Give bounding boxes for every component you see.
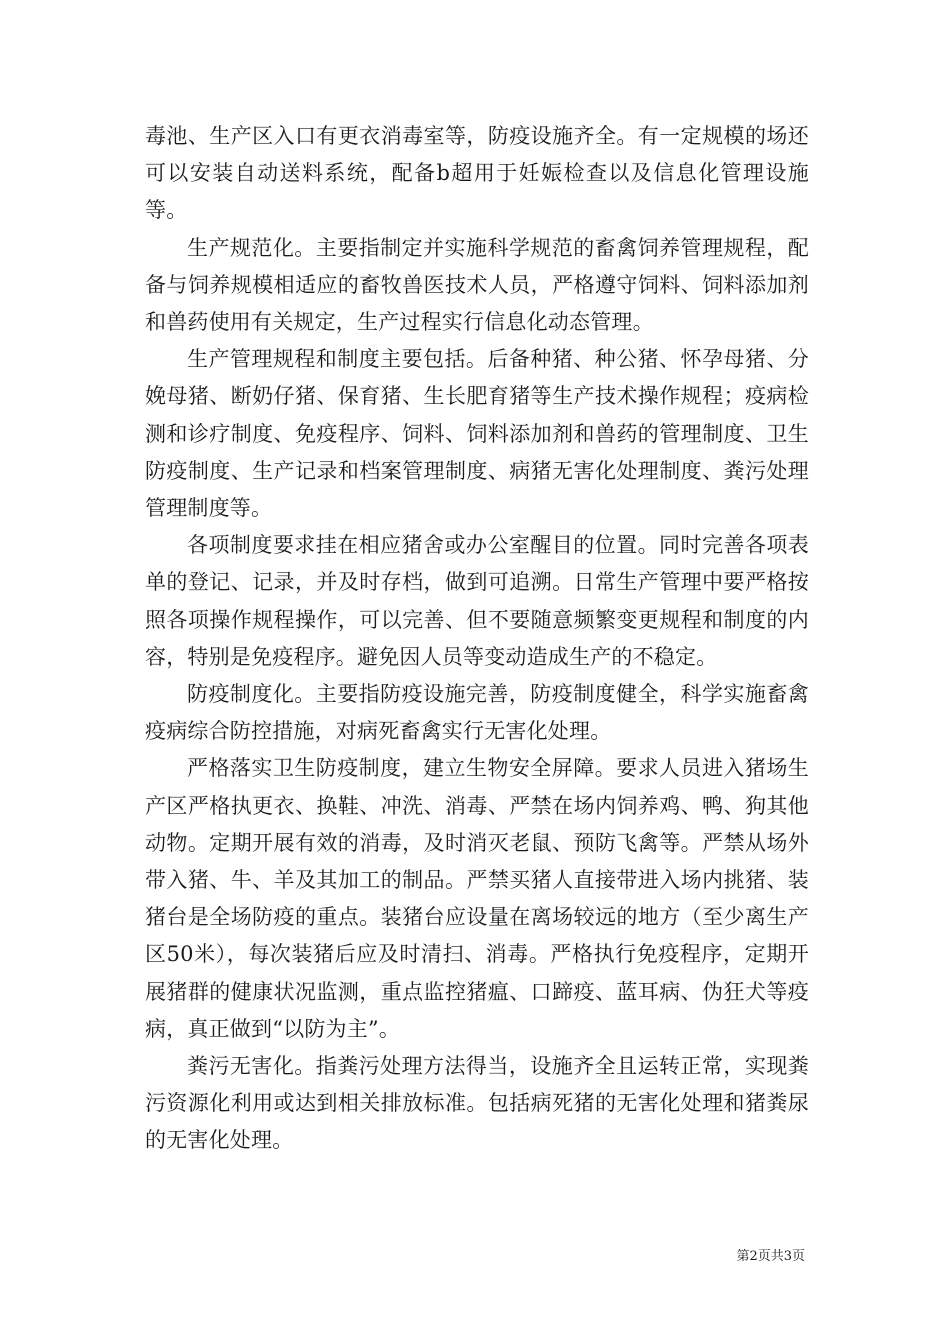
paragraph-rules-posting: 各项制度要求挂在相应猪舍或办公室醒目的位置。同时完善各项表单的登记、记录，并及时存档，做到可追溯。日常生产管理中要严格按照各项操作规程操作，可以完善、但不要随意频繁变更规程和制度的内容，特别是免疫程序。避免因人员等变动造成生产的不稳定。 — [145, 533, 809, 669]
paragraph-epidemic-prevention: 防疫制度化。主要指防疫设施完善，防疫制度健全，科学实施畜禽疫病综合防控措施，对病死畜禽实行无害化处理。 — [145, 682, 809, 744]
paragraph-biosecurity: 严格落实卫生防疫制度，建立生物安全屏障。要求人员进入猪场生产区严格执更衣、换鞋、冲洗、消毒、严禁在场内饲养鸡、鸭、狗其他动物。定期开展有效的消毒，及时消灭老鼠、预防飞禽等。严禁从场外带入猪、牛、羊及其加工的制品。严禁买猪人直接带进入场内挑猪、装猪台是全场防疫的重点。装猪台应设量在离场较远的地方（至少离生产区50米），每次装猪后应及时清扫、消毒。严格执行免疫程序，定期开展猪群的健康状况监测，重点监控猪瘟、口蹄疫、蓝耳病、伪狂犬等疫病，真正做到“以防为主”。 — [145, 756, 809, 1041]
document-body — [145, 118, 809, 1160]
page-number: 第2页共3页 — [736, 1249, 805, 1264]
paragraph-manure-treatment: 粪污无害化。指粪污处理方法得当，设施齐全且运转正常，实现粪污资源化利用或达到相关排放标准。包括病死猪的无害化处理和猪粪尿的无害化处理。 — [145, 1054, 809, 1153]
paragraph-management-rules: 生产管理规程和制度主要包括。后备种猪、种公猪、怀孕母猪、分娩母猪、断奶仔猪、保育猪、生长肥育猪等生产技术操作规程；疫病检测和诊疗制度、免疫程序、饲料、饲料添加剂和兽药的管理制度、卫生防疫制度、生产记录和档案管理制度、病猪无害化处理制度、粪污处理管理制度等。 — [145, 347, 809, 521]
paragraph-facilities-continued: 毒池、生产区入口有更衣消毒室等，防疫设施齐全。有一定规模的场还可以安装自动送料系统，配备b超用于妊娠检查以及信息化管理设施等。 — [145, 124, 809, 223]
paragraph-production-standardization: 生产规范化。主要指制定并实施科学规范的畜禽饲养管理规程，配备与饲养规模相适应的畜牧兽医技术人员，严格遵守饲料、饲料添加剂和兽药使用有关规定，生产过程实行信息化动态管理。 — [145, 235, 809, 335]
